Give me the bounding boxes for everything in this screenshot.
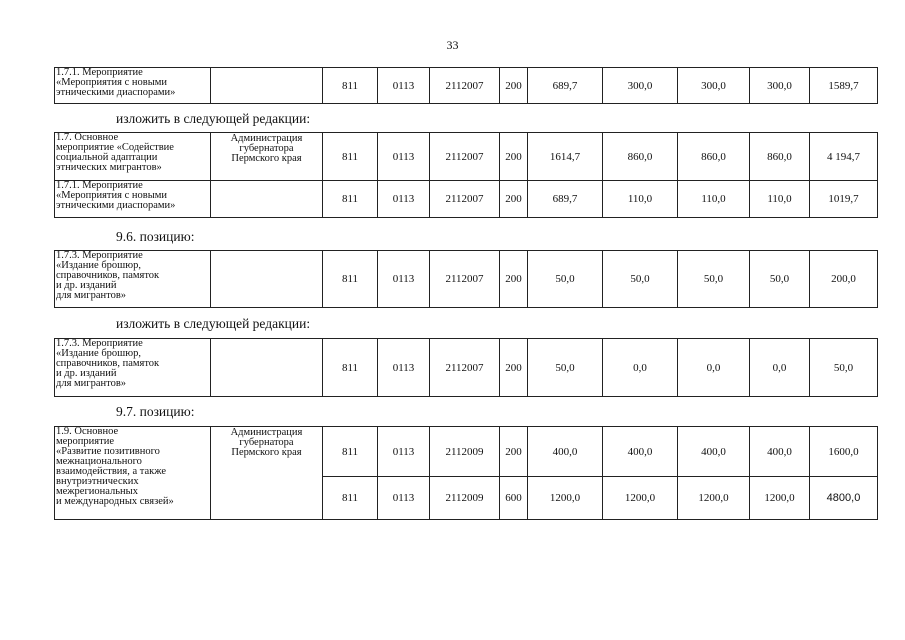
value-cell: 50,0 bbox=[528, 339, 603, 397]
value-cell: 1200,0 bbox=[528, 477, 603, 520]
value-cell: 689,7 bbox=[528, 181, 603, 218]
table-new-1-7-3 bbox=[54, 338, 878, 397]
article-cell: 2112007 bbox=[430, 133, 500, 181]
table-row bbox=[55, 339, 878, 397]
value-cell: 300,0 bbox=[750, 68, 810, 104]
article-cell: 2112007 bbox=[430, 339, 500, 397]
caption-new-edition-2: изложить в следующей редакции: bbox=[116, 316, 311, 331]
total-cell: 4800,0 bbox=[810, 477, 878, 520]
code-cell: 811 bbox=[323, 477, 378, 520]
value-cell: 400,0 bbox=[678, 427, 750, 477]
type-cell: 200 bbox=[500, 133, 528, 181]
value-cell: 860,0 bbox=[678, 133, 750, 181]
responsible-cell bbox=[211, 181, 323, 218]
type-cell: 200 bbox=[500, 181, 528, 218]
value-cell: 300,0 bbox=[603, 68, 678, 104]
value-cell: 110,0 bbox=[603, 181, 678, 218]
responsible-cell: Администрация губернатора Пермского края bbox=[211, 133, 323, 181]
total-cell: 1589,7 bbox=[810, 68, 878, 104]
responsible-cell: Администрация губернатора Пермского края bbox=[211, 427, 323, 520]
value-cell: 0,0 bbox=[678, 339, 750, 397]
section-cell: 0113 bbox=[378, 339, 430, 397]
table-original-1-7-3 bbox=[54, 250, 878, 308]
section-cell: 0113 bbox=[378, 427, 430, 477]
type-cell: 200 bbox=[500, 427, 528, 477]
value-cell: 860,0 bbox=[603, 133, 678, 181]
section-cell: 0113 bbox=[378, 181, 430, 218]
value-cell: 689,7 bbox=[528, 68, 603, 104]
article-cell: 2112007 bbox=[430, 251, 500, 308]
value-cell: 400,0 bbox=[750, 427, 810, 477]
value-cell: 860,0 bbox=[750, 133, 810, 181]
value-cell: 0,0 bbox=[750, 339, 810, 397]
value-cell: 50,0 bbox=[678, 251, 750, 308]
value-cell: 1200,0 bbox=[603, 477, 678, 520]
code-cell: 811 bbox=[323, 181, 378, 218]
table-row bbox=[55, 181, 878, 218]
code-cell: 811 bbox=[323, 339, 378, 397]
code-cell: 811 bbox=[323, 68, 378, 104]
name-cell: 1.7.3. Мероприятие «Издание брошюр, справочников, памяток и др. изданий для мигрантов» bbox=[55, 339, 211, 397]
responsible-cell bbox=[211, 339, 323, 397]
type-cell: 600 bbox=[500, 477, 528, 520]
section-cell: 0113 bbox=[378, 68, 430, 104]
code-cell: 811 bbox=[323, 427, 378, 477]
type-cell: 200 bbox=[500, 339, 528, 397]
value-cell: 1200,0 bbox=[678, 477, 750, 520]
section-cell: 0113 bbox=[378, 477, 430, 520]
value-cell: 110,0 bbox=[678, 181, 750, 218]
value-cell: 50,0 bbox=[603, 251, 678, 308]
type-cell: 200 bbox=[500, 251, 528, 308]
value-cell: 1614,7 bbox=[528, 133, 603, 181]
value-cell: 300,0 bbox=[678, 68, 750, 104]
table-new-1-7 bbox=[54, 132, 878, 218]
total-cell: 200,0 bbox=[810, 251, 878, 308]
name-cell: 1.7. Основное мероприятие «Содействие социальной адаптации этнических мигрантов» bbox=[55, 133, 211, 181]
responsible-cell bbox=[211, 68, 323, 104]
value-cell: 50,0 bbox=[528, 251, 603, 308]
name-cell: 1.7.3. Мероприятие «Издание брошюр, справочников, памяток и др. изданий для мигрантов» bbox=[55, 251, 211, 308]
article-cell: 2112007 bbox=[430, 181, 500, 218]
value-cell: 400,0 bbox=[603, 427, 678, 477]
table-row bbox=[55, 133, 878, 181]
total-cell: 4 194,7 bbox=[810, 133, 878, 181]
total-cell: 1600,0 bbox=[810, 427, 878, 477]
table-row bbox=[55, 68, 878, 104]
responsible-cell bbox=[211, 251, 323, 308]
caption-position-9-6: 9.6. позицию: bbox=[116, 229, 195, 244]
value-cell: 400,0 bbox=[528, 427, 603, 477]
section-cell: 0113 bbox=[378, 133, 430, 181]
value-cell: 50,0 bbox=[750, 251, 810, 308]
caption-position-9-7: 9.7. позицию: bbox=[116, 404, 195, 419]
table-original-1-9 bbox=[54, 426, 878, 520]
article-cell: 2112007 bbox=[430, 68, 500, 104]
value-cell: 110,0 bbox=[750, 181, 810, 218]
value-cell: 1200,0 bbox=[750, 477, 810, 520]
total-cell: 50,0 bbox=[810, 339, 878, 397]
name-cell: 1.7.1. Мероприятие «Мероприятия с новыми этническими диаспорами» bbox=[55, 181, 211, 218]
caption-new-edition-1: изложить в следующей редакции: bbox=[116, 111, 311, 126]
name-cell: 1.7.1. Мероприятие «Мероприятия с новыми этническими диаспорами» bbox=[55, 68, 211, 104]
type-cell: 200 bbox=[500, 68, 528, 104]
page-number: 33 bbox=[446, 38, 459, 52]
code-cell: 811 bbox=[323, 251, 378, 308]
article-cell: 2112009 bbox=[430, 477, 500, 520]
total-cell: 1019,7 bbox=[810, 181, 878, 218]
table-row bbox=[55, 251, 878, 308]
table-row bbox=[55, 427, 878, 477]
section-cell: 0113 bbox=[378, 251, 430, 308]
article-cell: 2112009 bbox=[430, 427, 500, 477]
table-original-1-7-1 bbox=[54, 67, 878, 104]
value-cell: 0,0 bbox=[603, 339, 678, 397]
code-cell: 811 bbox=[323, 133, 378, 181]
name-cell: 1.9. Основное мероприятие «Развитие позитивного межнационального взаимодействия, а также внутриэтнических межрегиональных и международных связей» bbox=[55, 427, 211, 520]
